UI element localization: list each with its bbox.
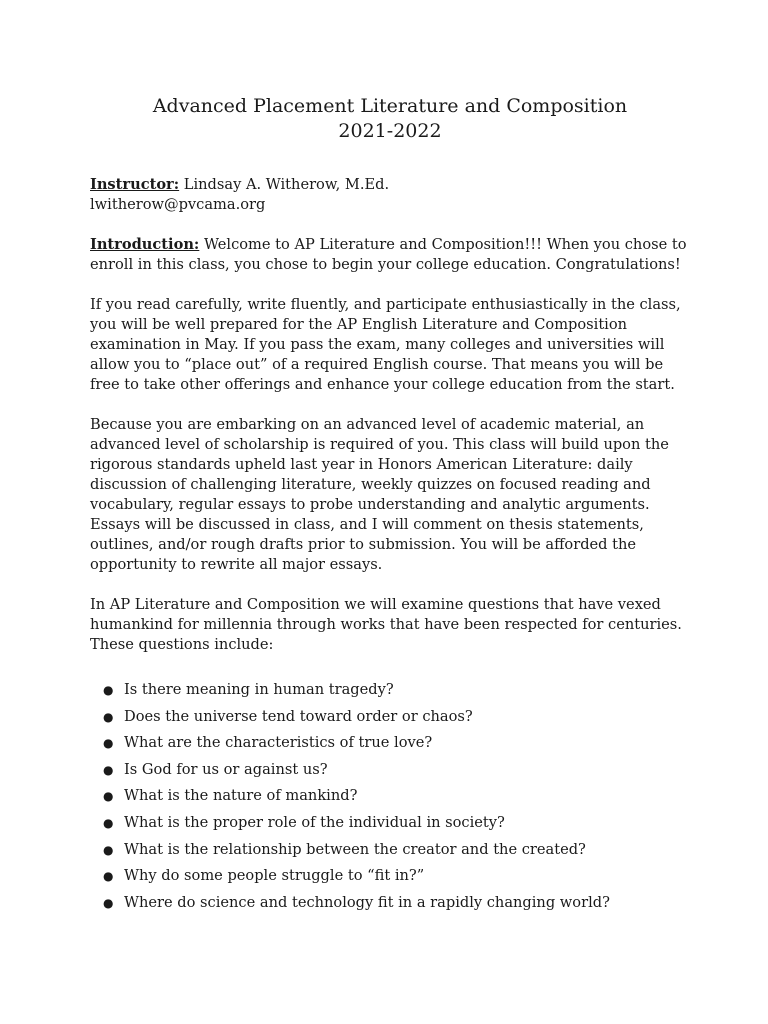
body-paragraph-scholarship	[90, 415, 690, 575]
bullet-icon: ●	[103, 895, 114, 910]
paragraph-text: Because you are embarking on an advanced level of academic material, an advanced level of scholarship is required of you. This class will build upon the rigorous standards upheld last year in Honors American Literature: daily discussion of challenging literature, weekly quizzes on focused reading and vocabulary, regular essays to probe understanding and analytic arguments. Essays will be discussed in class, and I will comment on thesis statements, outlines, and/or rough drafts prior to submission. You will be afforded the opportunity to rewrite all major essays.	[90, 416, 669, 573]
list-item-text: Why do some people struggle to “fit in?”	[124, 867, 425, 885]
introduction-text: Welcome to AP Literature and Composition!!! When you chose to enroll in this class, you chose to begin your college education. Congratulations!	[90, 236, 687, 273]
list-item	[90, 890, 690, 917]
list-item	[90, 677, 690, 704]
list-item-text: Is God for us or against us?	[124, 760, 328, 778]
list-item-text: What are the characteristics of true love?	[124, 734, 433, 752]
bullet-icon: ●	[103, 709, 114, 724]
instructor-section	[90, 175, 690, 215]
list-item-text: What is the nature of mankind?	[124, 787, 358, 805]
body-paragraph-questions-intro	[90, 595, 690, 655]
body-paragraph-exam	[90, 295, 690, 395]
introduction-label: Introduction:	[90, 236, 200, 253]
list-item	[90, 757, 690, 784]
list-item	[90, 704, 690, 731]
list-item	[90, 810, 690, 837]
title-line-course: Advanced Placement Literature and Composition	[152, 95, 628, 117]
title-line-year: 2021-2022	[338, 120, 442, 142]
list-item	[90, 730, 690, 757]
list-item-text: Does the universe tend toward order or chaos?	[124, 707, 473, 725]
bullet-icon: ●	[103, 789, 114, 804]
list-item-text: What is the relationship between the creator and the created?	[124, 840, 586, 858]
list-item	[90, 863, 690, 890]
list-item-text: What is the proper role of the individual in society?	[124, 813, 505, 831]
list-item	[90, 783, 690, 810]
bullet-icon: ●	[103, 762, 114, 777]
bullet-icon: ●	[103, 815, 114, 830]
instructor-email: lwitherow@pvcama.org	[90, 196, 266, 213]
list-item	[90, 837, 690, 864]
list-item-text: Is there meaning in human tragedy?	[124, 681, 394, 698]
bullet-icon: ●	[103, 869, 114, 884]
list-item-text: Where do science and technology fit in a rapidly changing world?	[124, 893, 610, 911]
document-title	[90, 94, 690, 144]
instructor-label: Instructor:	[90, 176, 180, 193]
instructor-name: Lindsay A. Witherow, M.Ed.	[183, 176, 390, 193]
bullet-icon: ●	[103, 736, 114, 751]
bullet-icon: ●	[103, 683, 114, 697]
paragraph-text: In AP Literature and Composition we will examine questions that have vexed humankind for millennia through works that have been respected for centuries. These questions include:	[90, 596, 682, 653]
introduction-section	[90, 235, 690, 275]
paragraph-text: If you read carefully, write fluently, and participate enthusiastically in the class, you will be well prepared for the AP English Literature and Composition examination in May. If you pass the exam, many colleges and universities will allow you to “place out” of a required English course. That means you will be free to take other offerings and enhance your college education from the start.	[90, 296, 681, 393]
bullet-icon: ●	[103, 842, 114, 857]
document-page	[90, 94, 690, 916]
questions-list	[90, 677, 690, 916]
instructor-line	[90, 175, 690, 195]
introduction-paragraph	[90, 235, 690, 275]
